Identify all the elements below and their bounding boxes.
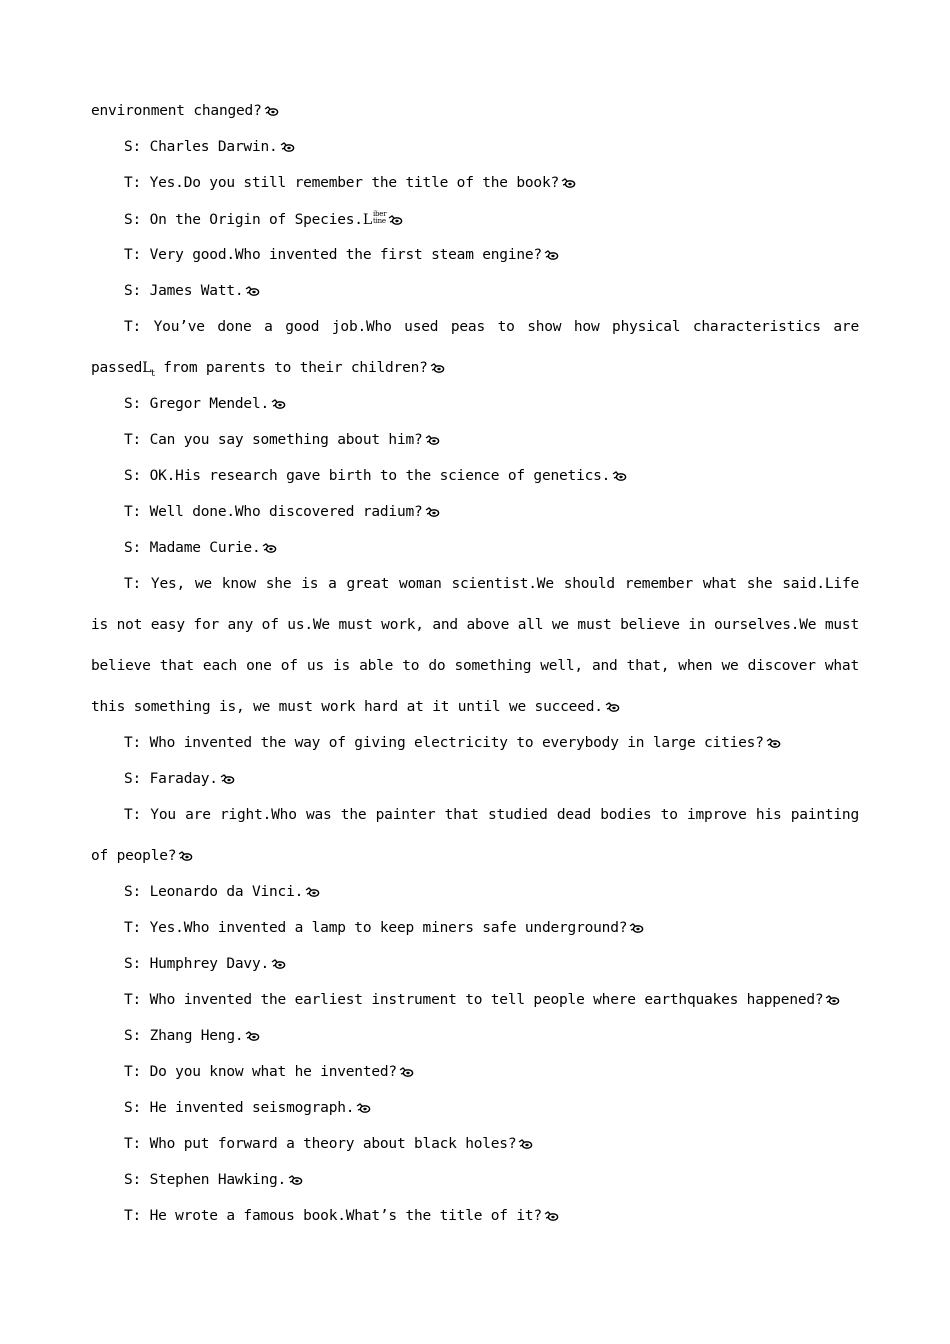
paragraph-mark-icon <box>766 738 781 748</box>
dialogue-line: S: Gregor Mendel. <box>124 396 859 412</box>
paragraph-mark-icon <box>518 1139 533 1149</box>
dialogue-line-continuation: passedL$_t$ from parents to their children? <box>91 360 859 379</box>
dialogue-line: T: He wrote a famous book.What’s the title of it? <box>124 1208 859 1224</box>
paragraph-mark-icon <box>425 507 440 517</box>
dialogue-line: S: Stephen Hawking. <box>124 1172 859 1188</box>
dialogue-line: T: Who put forward a theory about black holes? <box>124 1136 859 1152</box>
paragraph-mark-icon <box>561 178 576 188</box>
dialogue-line: S: Madame Curie. <box>124 540 859 556</box>
dialogue-line: T: Who invented the way of giving electricity to everybody in large cities? <box>124 735 859 751</box>
dialogue-line: T: You’ve done a good job.Who used peas to show how physical characteristics are <box>124 319 859 335</box>
dialogue-line: S: Zhang Heng. <box>124 1028 859 1044</box>
paragraph-mark-icon <box>271 399 286 409</box>
dialogue-line: S: OK.His research gave birth to the science of genetics. <box>124 468 859 484</box>
paragraph-mark-icon <box>280 142 295 152</box>
dialogue-paragraph: T: Yes, we know she is a great woman scientist.We should remember what she said.Life is not easy for any of us.We must work, and above all we must believe in ourselves.We must believe that each one of us is able to do something well, and that, when we discover what this something is, we must work hard at it until we succeed. <box>91 576 859 715</box>
paragraph-mark-icon <box>388 215 403 225</box>
paragraph-mark-icon <box>220 774 235 784</box>
paragraph-mark-icon <box>825 995 840 1005</box>
dialogue-line: T: Very good.Who invented the first steam engine? <box>124 247 859 263</box>
inline-symbol: $L_t$ <box>142 360 155 379</box>
paragraph-mark-icon <box>356 1103 371 1113</box>
dialogue-paragraph: T: You are right.Who was the painter that studied dead bodies to improve his painting of people? <box>91 807 859 864</box>
inline-symbol: L <box>362 212 372 228</box>
dialogue-line: T: Yes.Who invented a lamp to keep miners safe underground? <box>124 920 859 936</box>
paragraph-mark-icon <box>271 959 286 969</box>
inline-stacked-symbol: iber tine <box>372 210 387 225</box>
paragraph-mark-icon <box>245 286 260 296</box>
dialogue-line: S: James Watt. <box>124 283 859 299</box>
paragraph-mark-icon <box>245 1031 260 1041</box>
paragraph-mark-icon <box>264 106 279 116</box>
paragraph-mark-icon <box>178 851 193 861</box>
paragraph-mark-icon <box>305 887 320 897</box>
dialogue-line: T: Yes.Do you still remember the title of the book? <box>124 175 859 191</box>
dialogue-line: T: Who invented the earliest instrument to tell people where earthquakes happened? <box>124 992 859 1008</box>
paragraph-mark-icon <box>430 363 445 373</box>
paragraph-mark-icon <box>544 1211 559 1221</box>
dialogue-line: T: Do you know what he invented? <box>124 1064 859 1080</box>
dialogue-line: S: Leonardo da Vinci. <box>124 884 859 900</box>
paragraph-mark-icon <box>629 923 644 933</box>
dialogue-line: S: He invented seismograph. <box>124 1100 859 1116</box>
paragraph-mark-icon <box>612 471 627 481</box>
dialogue-line: S: Faraday. <box>124 771 859 787</box>
paragraph: environment changed? <box>91 103 859 119</box>
paragraph-mark-icon <box>399 1067 414 1077</box>
paragraph-mark-icon <box>262 543 277 553</box>
paragraph-mark-icon <box>544 250 559 260</box>
dialogue-line: S: On the Origin of Species.L iber tine <box>124 211 859 228</box>
dialogue-line: S: Charles Darwin. <box>124 139 859 155</box>
dialogue-line: T: Well done.Who discovered radium? <box>124 504 859 520</box>
paragraph-mark-icon <box>288 1175 303 1185</box>
paragraph-mark-icon <box>605 702 620 712</box>
paragraph-mark-icon <box>425 435 440 445</box>
dialogue-line: S: Humphrey Davy. <box>124 956 859 972</box>
dialogue-line: T: Can you say something about him? <box>124 432 859 448</box>
